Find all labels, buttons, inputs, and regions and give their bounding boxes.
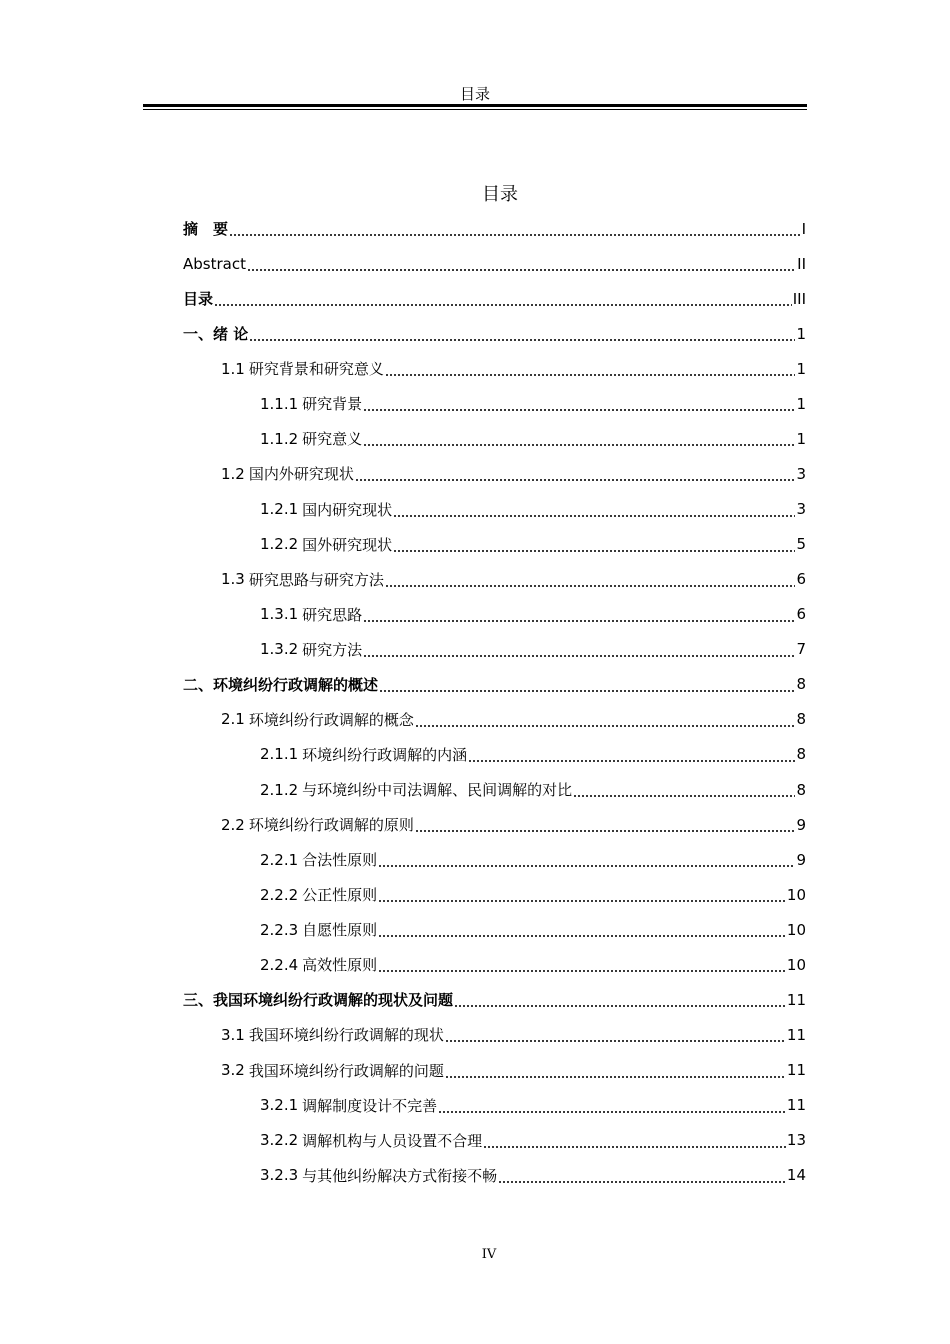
toc-entry-label: 我国环境纠纷行政调解的问题 — [248, 1061, 444, 1080]
toc-entry[interactable] — [183, 246, 806, 281]
toc-entry[interactable] — [183, 1123, 806, 1158]
toc-entry-page: 11 — [786, 1061, 806, 1080]
toc-entry-page: 11 — [786, 990, 806, 1009]
toc-dot-leader — [378, 923, 786, 938]
toc-entry-page: III — [792, 289, 806, 308]
toc-entry-page: 13 — [786, 1131, 806, 1150]
toc-entry[interactable] — [183, 1088, 806, 1123]
toc-entry-page: 5 — [796, 535, 806, 554]
toc-entry[interactable] — [183, 877, 806, 912]
toc-entry-page: 10 — [786, 955, 806, 974]
toc-entry[interactable] — [183, 842, 806, 877]
toc-dot-leader — [229, 222, 801, 237]
toc-dot-leader — [363, 643, 795, 658]
toc-entry-page: 8 — [796, 745, 806, 764]
toc-entry-label: 环境纠纷行政调解的概念 — [248, 710, 414, 729]
toc-entry[interactable] — [183, 281, 806, 316]
toc-dot-leader — [247, 257, 796, 272]
toc-entry-page: 8 — [796, 675, 806, 694]
toc-entry-number: 1.1 — [221, 359, 245, 378]
toc-dot-leader — [363, 397, 795, 412]
toc-entry[interactable] — [183, 316, 806, 351]
page-number: IV — [481, 1247, 497, 1262]
toc-entry-label: 三、我国环境纠纷行政调解的现状及问题 — [183, 991, 454, 1010]
toc-entry[interactable] — [183, 1158, 806, 1193]
toc-entry-label: 研究思路与研究方法 — [248, 570, 384, 589]
toc-entry-number: 1.3.2 — [260, 640, 299, 659]
toc-dot-leader — [454, 993, 786, 1008]
toc-entry-page: 1 — [796, 394, 806, 413]
toc-dot-leader — [415, 713, 796, 728]
toc-dot-leader — [393, 503, 795, 518]
toc-dot-leader — [214, 292, 792, 307]
toc-entry[interactable] — [183, 807, 806, 842]
toc-dot-leader — [468, 748, 795, 763]
toc-dot-leader — [498, 1169, 786, 1184]
toc-entry-label: 高效性原则 — [302, 956, 378, 975]
toc-dot-leader — [378, 853, 795, 868]
toc-entry[interactable] — [183, 456, 806, 491]
toc-entry-label: 与其他纠纷解决方式衔接不畅 — [302, 1166, 498, 1185]
toc-entry-label: 环境纠纷行政调解的内涵 — [302, 745, 468, 764]
toc-entry[interactable] — [183, 1053, 806, 1088]
header-rule-thick — [143, 104, 807, 107]
toc-entry-label: 调解机构与人员设置不合理 — [302, 1131, 483, 1150]
toc-entry-label: 研究意义 — [302, 430, 363, 449]
toc-dot-leader — [378, 958, 786, 973]
toc-entry-label: 二、环境纠纷行政调解的概述 — [183, 675, 379, 694]
toc-entry[interactable] — [183, 912, 806, 947]
toc-entry[interactable] — [183, 597, 806, 632]
toc-entry-label: 一、绪 论 — [183, 325, 249, 344]
toc-entry-label: 我国环境纠纷行政调解的现状 — [248, 1026, 444, 1045]
toc-entry[interactable] — [183, 351, 806, 386]
header-rule-thin — [143, 109, 807, 110]
toc-entry-label: 国内外研究现状 — [248, 465, 354, 484]
toc-dot-leader — [249, 327, 795, 342]
toc-entry-label: 公正性原则 — [302, 886, 378, 905]
toc-entry[interactable] — [183, 772, 806, 807]
toc-entry-number: 1.1.1 — [260, 394, 299, 413]
toc-entry-page: 8 — [796, 780, 806, 799]
toc-dot-leader — [438, 1099, 786, 1114]
toc-entry-number: 2.2 — [221, 815, 245, 834]
toc-entry[interactable] — [183, 211, 806, 246]
toc-entry[interactable] — [183, 386, 806, 421]
toc-entry-number: 3.2.2 — [260, 1131, 299, 1150]
toc-entry-number: 1.2.2 — [260, 535, 299, 554]
toc-title: 目录 — [482, 184, 518, 205]
toc-entry-number: 3.2 — [221, 1061, 245, 1080]
toc-entry-number: 3.2.3 — [260, 1166, 299, 1185]
table-of-contents — [183, 211, 806, 1193]
toc-entry-label: 摘 要 — [183, 220, 229, 239]
toc-entry-page: 1 — [796, 324, 806, 343]
toc-entry-page: 7 — [796, 640, 806, 659]
toc-entry-page: 6 — [796, 605, 806, 624]
toc-entry-number: 1.1.2 — [260, 429, 299, 448]
page-header: 目录 — [459, 85, 490, 103]
toc-entry-number: 3.2.1 — [260, 1096, 299, 1115]
toc-entry-label: 与环境纠纷中司法调解、民间调解的对比 — [302, 781, 573, 800]
toc-dot-leader — [483, 1134, 786, 1149]
toc-entry-label: Abstract — [183, 254, 246, 273]
toc-entry-number: 2.1 — [221, 710, 245, 729]
toc-entry-number: 1.3.1 — [260, 605, 299, 624]
toc-entry-label: 目录 — [183, 290, 214, 309]
toc-entry-page: 10 — [786, 885, 806, 904]
toc-entry-label: 环境纠纷行政调解的原则 — [248, 816, 414, 835]
toc-entry-page: 3 — [796, 500, 806, 519]
toc-dot-leader — [385, 362, 796, 377]
toc-entry[interactable] — [183, 562, 806, 597]
toc-entry-number: 1.2 — [221, 464, 245, 483]
toc-entry-number: 2.2.4 — [260, 955, 299, 974]
toc-dot-leader — [378, 888, 786, 903]
toc-entry-label: 合法性原则 — [302, 851, 378, 870]
toc-entry[interactable] — [183, 421, 806, 456]
toc-dot-leader — [379, 678, 795, 693]
toc-entry-label: 调解制度设计不完善 — [302, 1096, 438, 1115]
toc-entry-page: II — [797, 254, 806, 273]
toc-entry-number: 2.2.1 — [260, 850, 299, 869]
toc-dot-leader — [363, 432, 795, 447]
toc-entry-label: 研究背景 — [302, 395, 363, 414]
toc-entry-page: 11 — [786, 1025, 806, 1044]
toc-entry[interactable] — [183, 982, 806, 1017]
toc-dot-leader — [445, 1064, 786, 1079]
toc-entry-label: 研究背景和研究意义 — [248, 360, 384, 379]
toc-entry-page: 11 — [786, 1096, 806, 1115]
toc-entry-page: 1 — [796, 359, 806, 378]
toc-entry[interactable] — [183, 492, 806, 527]
toc-entry[interactable] — [183, 702, 806, 737]
toc-dot-leader — [363, 608, 795, 623]
toc-entry[interactable] — [183, 737, 806, 772]
toc-entry-page: 9 — [796, 815, 806, 834]
toc-entry[interactable] — [183, 947, 806, 982]
toc-entry-label: 自愿性原则 — [302, 921, 378, 940]
toc-dot-leader — [573, 783, 795, 798]
toc-entry-number: 1.2.1 — [260, 500, 299, 519]
toc-entry-page: 9 — [796, 850, 806, 869]
toc-entry-page: 1 — [796, 429, 806, 448]
toc-entry-number: 2.1.2 — [260, 780, 299, 799]
toc-entry[interactable] — [183, 1017, 806, 1052]
toc-dot-leader — [393, 538, 795, 553]
toc-entry-number: 2.1.1 — [260, 745, 299, 764]
toc-entry-number: 2.2.2 — [260, 885, 299, 904]
toc-entry-label: 研究思路 — [302, 605, 363, 624]
toc-entry[interactable] — [183, 527, 806, 562]
toc-entry-page: 14 — [786, 1166, 806, 1185]
toc-entry-page: I — [801, 219, 806, 238]
toc-entry-number: 1.3 — [221, 570, 245, 589]
toc-dot-leader — [415, 818, 796, 833]
toc-entry-page: 6 — [796, 570, 806, 589]
toc-dot-leader — [355, 467, 796, 482]
toc-entry[interactable] — [183, 632, 806, 667]
toc-entry-number: 3.1 — [221, 1025, 245, 1044]
toc-entry-page: 3 — [796, 464, 806, 483]
toc-entry-label: 国外研究现状 — [302, 535, 393, 554]
toc-entry-page: 8 — [796, 710, 806, 729]
toc-dot-leader — [385, 573, 796, 588]
toc-dot-leader — [445, 1028, 786, 1043]
toc-entry[interactable] — [183, 667, 806, 702]
toc-entry-number: 2.2.3 — [260, 920, 299, 939]
toc-entry-page: 10 — [786, 920, 806, 939]
toc-entry-label: 国内研究现状 — [302, 500, 393, 519]
toc-entry-label: 研究方法 — [302, 640, 363, 659]
